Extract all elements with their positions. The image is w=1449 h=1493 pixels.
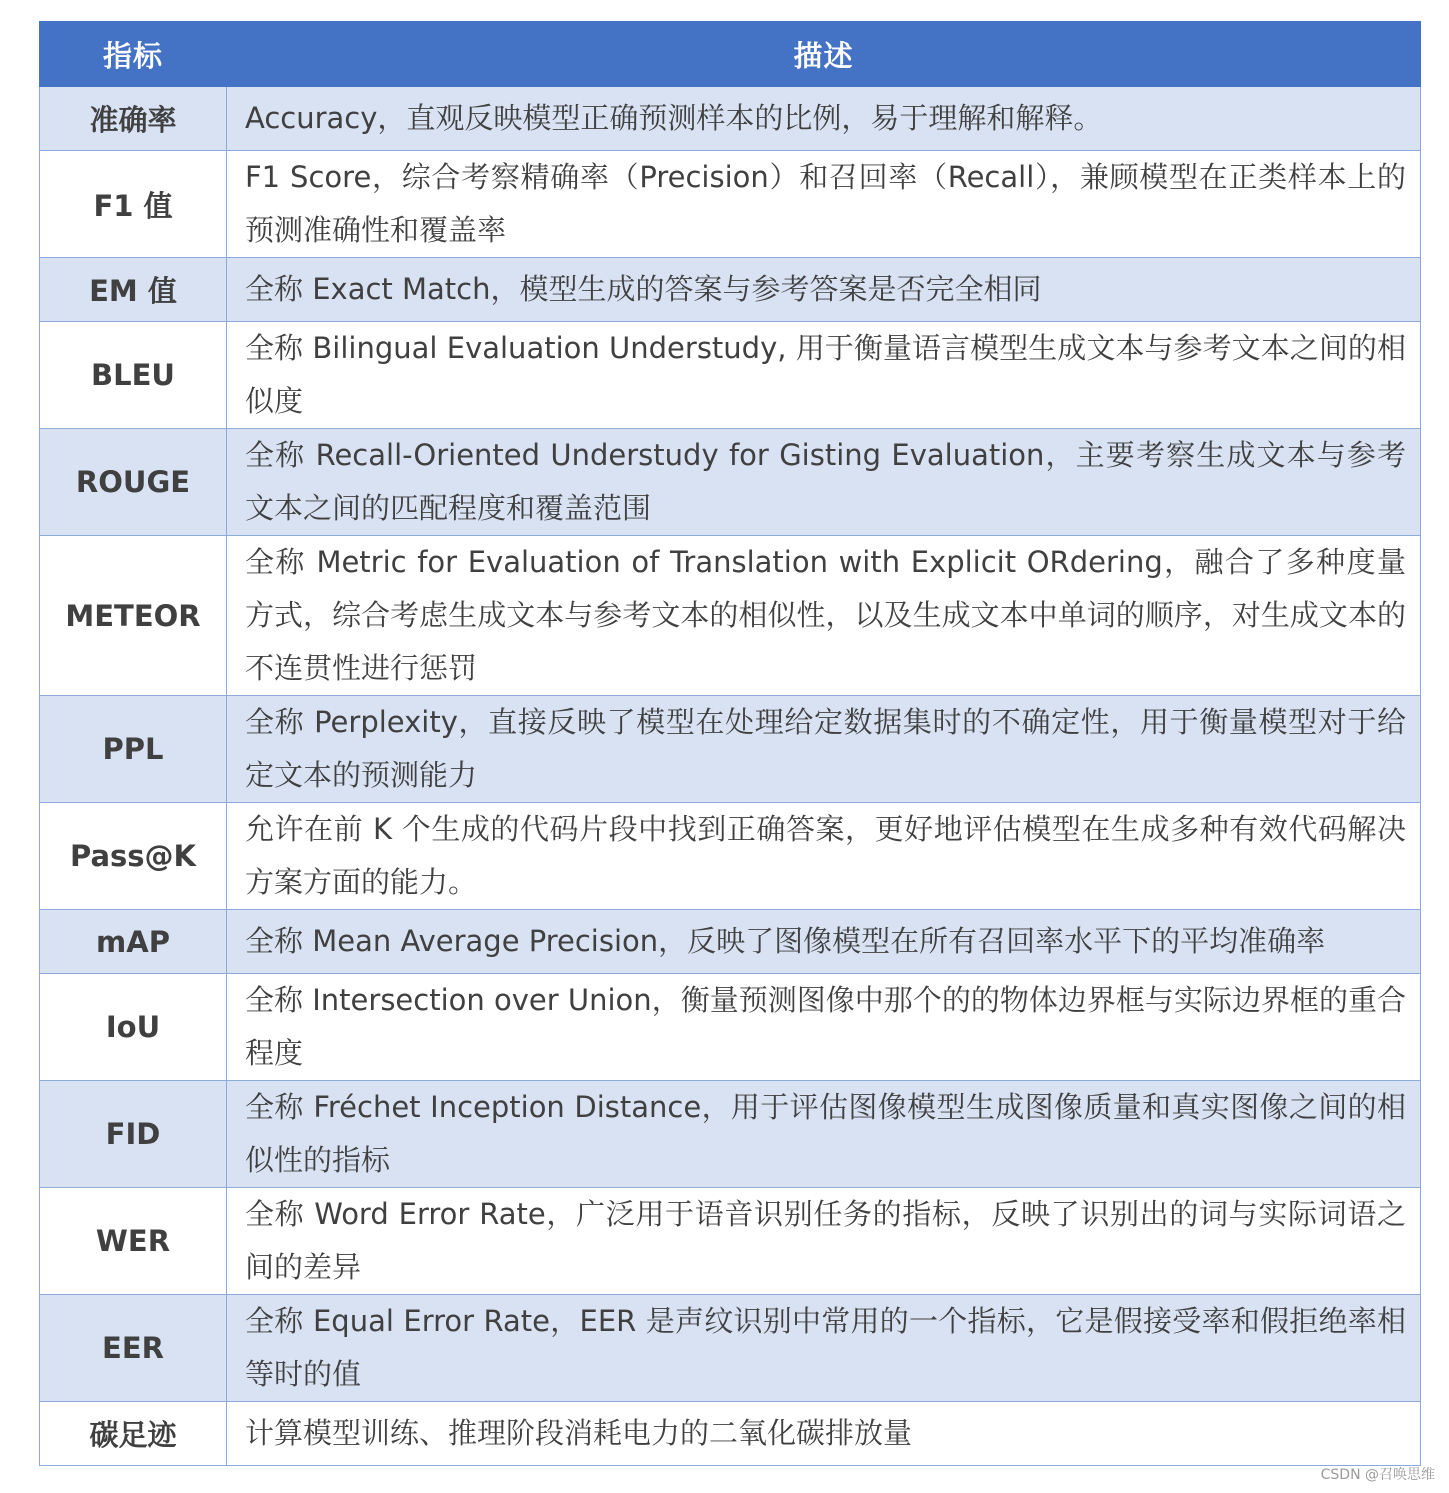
metric-name: PPL [40, 696, 227, 803]
metric-name: IoU [40, 974, 227, 1081]
metric-description: 全称 Equal Error Rate，EER 是声纹识别中常用的一个指标，它是假接受率和假拒绝率相等时的值 [227, 1295, 1421, 1402]
metric-description: 全称 Word Error Rate，广泛用于语音识别任务的指标，反映了识别出的词与实际词语之间的差异 [227, 1188, 1421, 1295]
table-row [40, 87, 1421, 151]
table-row [40, 803, 1421, 910]
metric-name: EM 值 [40, 258, 227, 322]
metric-name: METEOR [40, 536, 227, 696]
header-metric: 指标 [40, 22, 227, 87]
metric-description: 全称 Intersection over Union，衡量预测图像中那个的的物体边界框与实际边界框的重合程度 [227, 974, 1421, 1081]
metric-description: Accuracy，直观反映模型正确预测样本的比例，易于理解和解释。 [227, 87, 1421, 151]
metric-name: F1 值 [40, 151, 227, 258]
metric-name: FID [40, 1081, 227, 1188]
metric-description: F1 Score，综合考察精确率（Precision）和召回率（Recall），兼顾模型在正类样本上的预测准确性和覆盖率 [227, 151, 1421, 258]
table-row [40, 151, 1421, 258]
metric-description: 全称 Fréchet Inception Distance，用于评估图像模型生成图像质量和真实图像之间的相似性的指标 [227, 1081, 1421, 1188]
table-row [40, 1402, 1421, 1466]
metric-description: 计算模型训练、推理阶段消耗电力的二氧化碳排放量 [227, 1402, 1421, 1466]
header-description: 描述 [227, 22, 1421, 87]
metric-description: 全称 Mean Average Precision，反映了图像模型在所有召回率水平下的平均准确率 [227, 910, 1421, 974]
metric-description: 允许在前 K 个生成的代码片段中找到正确答案，更好地评估模型在生成多种有效代码解决方案方面的能力。 [227, 803, 1421, 910]
watermark: CSDN @召唤思维 [1320, 1467, 1435, 1483]
table-row [40, 910, 1421, 974]
metric-name: ROUGE [40, 429, 227, 536]
table-header-row [40, 22, 1421, 87]
table-row [40, 322, 1421, 429]
table-row [40, 696, 1421, 803]
metric-description: 全称 Recall-Oriented Understudy for Gisting Evaluation，主要考察生成文本与参考文本之间的匹配程度和覆盖范围 [227, 429, 1421, 536]
metric-name: 准确率 [40, 87, 227, 151]
metrics-table [39, 21, 1421, 1466]
metric-name: 碳足迹 [40, 1402, 227, 1466]
metric-description: 全称 Exact Match，模型生成的答案与参考答案是否完全相同 [227, 258, 1421, 322]
metric-description: 全称 Metric for Evaluation of Translation with Explicit ORdering，融合了多种度量方式，综合考虑生成文本与参考文本的相似性，以及生成文本中单词的顺序，对生成文本的不连贯性进行惩罚 [227, 536, 1421, 696]
metric-description: 全称 Bilingual Evaluation Understudy, 用于衡量语言模型生成文本与参考文本之间的相似度 [227, 322, 1421, 429]
table-row [40, 258, 1421, 322]
table-row [40, 974, 1421, 1081]
metric-name: WER [40, 1188, 227, 1295]
metric-name: EER [40, 1295, 227, 1402]
table-row [40, 1081, 1421, 1188]
table-row [40, 1188, 1421, 1295]
metric-description: 全称 Perplexity，直接反映了模型在处理给定数据集时的不确定性，用于衡量模型对于给定文本的预测能力 [227, 696, 1421, 803]
table-row [40, 1295, 1421, 1402]
table-row [40, 536, 1421, 696]
table-row [40, 429, 1421, 536]
metric-name: mAP [40, 910, 227, 974]
metric-name: BLEU [40, 322, 227, 429]
metrics-table-container [39, 21, 1420, 1466]
metric-name: Pass@K [40, 803, 227, 910]
